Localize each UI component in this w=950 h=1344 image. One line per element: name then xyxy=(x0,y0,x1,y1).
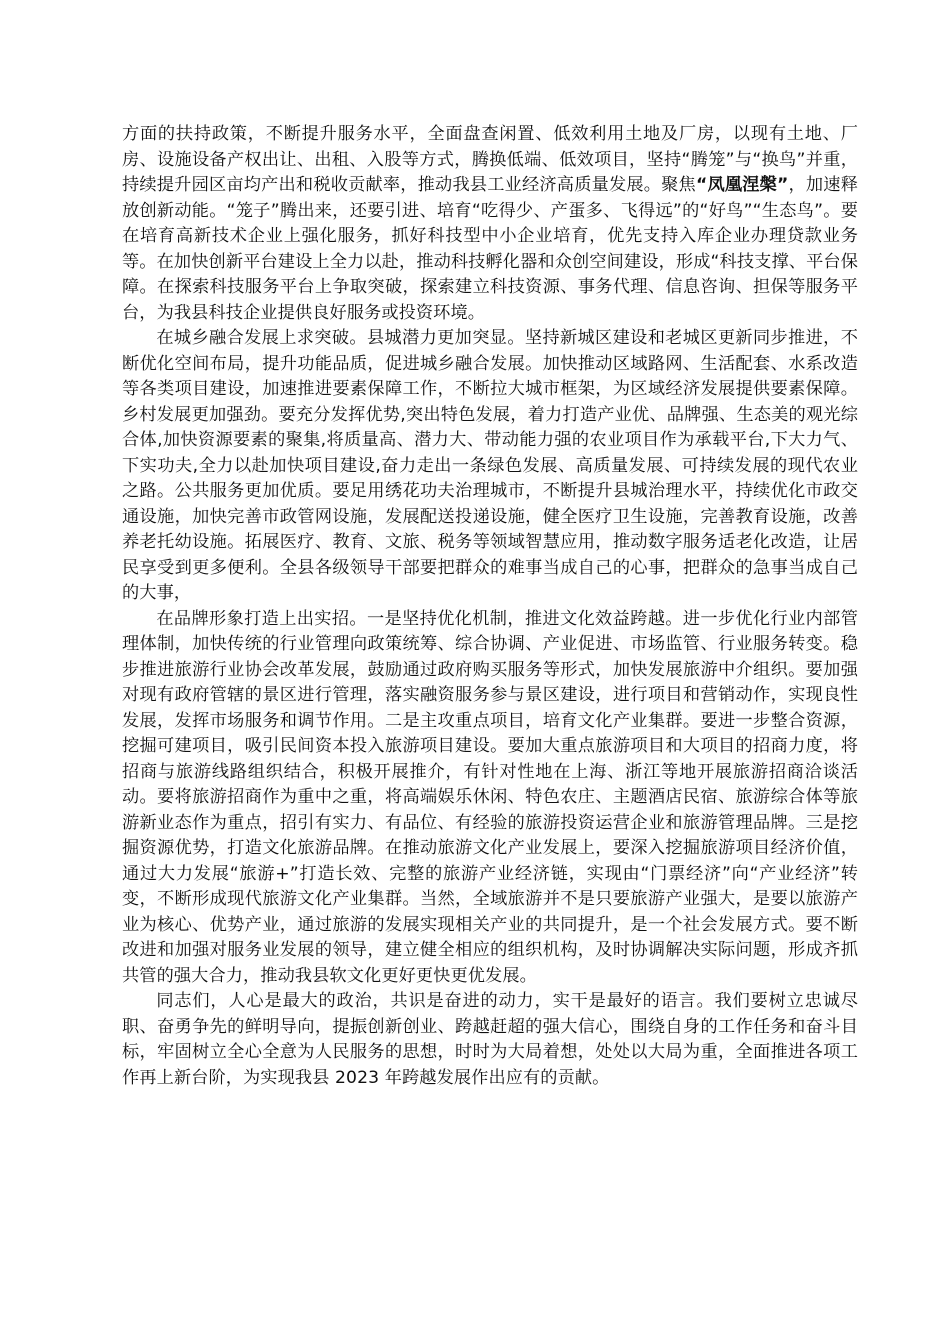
paragraph-2 xyxy=(122,326,858,607)
paragraph-1-text-continued: ，加速释放创新动能。“笼子”腾出来，还要引进、培育“吃得少、产蛋多、飞得远”的“好鸟”“生态鸟”。要在培育高新技术企业上强化服务，抓好科技型中小企业培育，优先支持入库企业办理贷款业务等。在加快创新平台建设上全力以赴，推动科技孵化器和众创空间建设，形成“科技支撑、平台保障。在探索科技服务平台上争取突破，探索建立科技资源、事务代理、信息咨询、担保等服务平台，为我县科技企业提供良好服务或投资环境。 xyxy=(122,175,858,323)
paragraph-2-text: 在城乡融合发展上求突破。县城潜力更加突显。坚持新城区建设和老城区更新同步推进，不断优化空间布局，提升功能品质，促进城乡融合发展。加快推动区域路网、生活配套、水系改造等各类项目建设，加速推进要素保障工作，不断拉大城市框架，为区域经济发展提供要素保障。乡村发展更加强劲。要充分发挥优势,突出特色发展，着力打造产业优、品牌强、生态美的观光综合体,加快资源要素的聚集,将质量高、潜力大、带动能力强的农业项目作为承载平台,下大力气、下实功夫,全力以赴加快项目建设,奋力走出一条绿色发展、高质量发展、可持续发展的现代农业之路。公共服务更加优质。要足用绣花功夫治理城市，不断提升县城治理水平，持续优化市政交通设施，加快完善市政管网设施，发展配送投递设施，健全医疗卫生设施，完善教育设施，改善养老托幼设施。拓展医疗、教育、文旅、税务等领域智慧应用，推动数字服务适老化改造，让居民享受到更多便利。全县各级领导干部要把群众的难事当成自己的心事，把群众的急事当成自己的大事， xyxy=(122,328,858,603)
paragraph-4 xyxy=(122,989,858,1091)
paragraph-1-text: 方面的扶持政策，不断提升服务水平，全面盘查闲置、低效利用土地及厂房，以现有土地、厂房、设施设备产权出让、出租、入股等方式，腾换低端、低效项目，坚持“腾笼”与“换鸟”并重，持续提升园区亩均产出和税收贡献率，推动我县工业经济高质量发展。聚焦 xyxy=(122,124,858,195)
document-body xyxy=(122,122,858,1091)
paragraph-1 xyxy=(122,122,858,326)
paragraph-3 xyxy=(122,607,858,990)
paragraph-3-text: 在品牌形象打造上出实招。一是坚持优化机制，推进文化效益跨越。进一步优化行业内部管理体制，加快传统的行业管理向政策统筹、综合协调、产业促进、市场监管、行业服务转变。稳步推进旅游行业协会改革发展，鼓励通过政府购买服务等形式，加快发展旅游中介组织。要加强对现有政府管辖的景区进行管理，落实融资服务参与景区建设，进行项目和营销动作，实现良性发展，发挥市场服务和调节作用。二是主攻重点项目，培育文化产业集群。要进一步整合资源，挖掘可建项目，吸引民间资本投入旅游项目建设。要加大重点旅游项目和大项目的招商力度，将招商与旅游线路组织结合，积极开展推介，有针对性地在上海、浙江等地开展旅游招商洽谈活动。要将旅游招商作为重中之重，将高端娱乐休闲、特色农庄、主题酒店民宿、旅游综合体等旅游新业态作为重点，招引有实力、有品位、有经验的旅游投资运营企业和旅游管理品牌。三是挖掘资源优势，打造文化旅游品牌。在推动旅游文化产业发展上，要深入挖掘旅游项目经济价值，通过大力发展“旅游+”打造长效、完整的旅游产业经济链，实现由“门票经济”向“产业经济”转变，不断形成现代旅游文化产业集群。当然，全域旅游并不是只要旅游产业强大，是要以旅游产业为核心、优势产业，通过旅游的发展实现相关产业的共同提升，是一个社会发展方式。要不断改进和加强对服务业发展的领导，建立健全相应的组织机构，及时协调解决实际问题，形成齐抓共管的强大合力，推动我县软文化更好更快更优发展。 xyxy=(122,608,858,986)
paragraph-4-text: 同志们，人心是最大的政治，共识是奋进的动力，实干是最好的语言。我们要树立忠诚尽职、奋勇争先的鲜明导向，提振创新创业、跨越赶超的强大信心，围绕自身的工作任务和奋斗目标，牢固树立全心全意为人民服务的思想，时时为大局着想，处处以大局为重，全面推进各项工作再上新台阶，为实现我县 2023 年跨越发展作出应有的贡献。 xyxy=(122,991,858,1088)
paragraph-1-bold-phrase: “凤凰涅槃” xyxy=(695,175,789,195)
